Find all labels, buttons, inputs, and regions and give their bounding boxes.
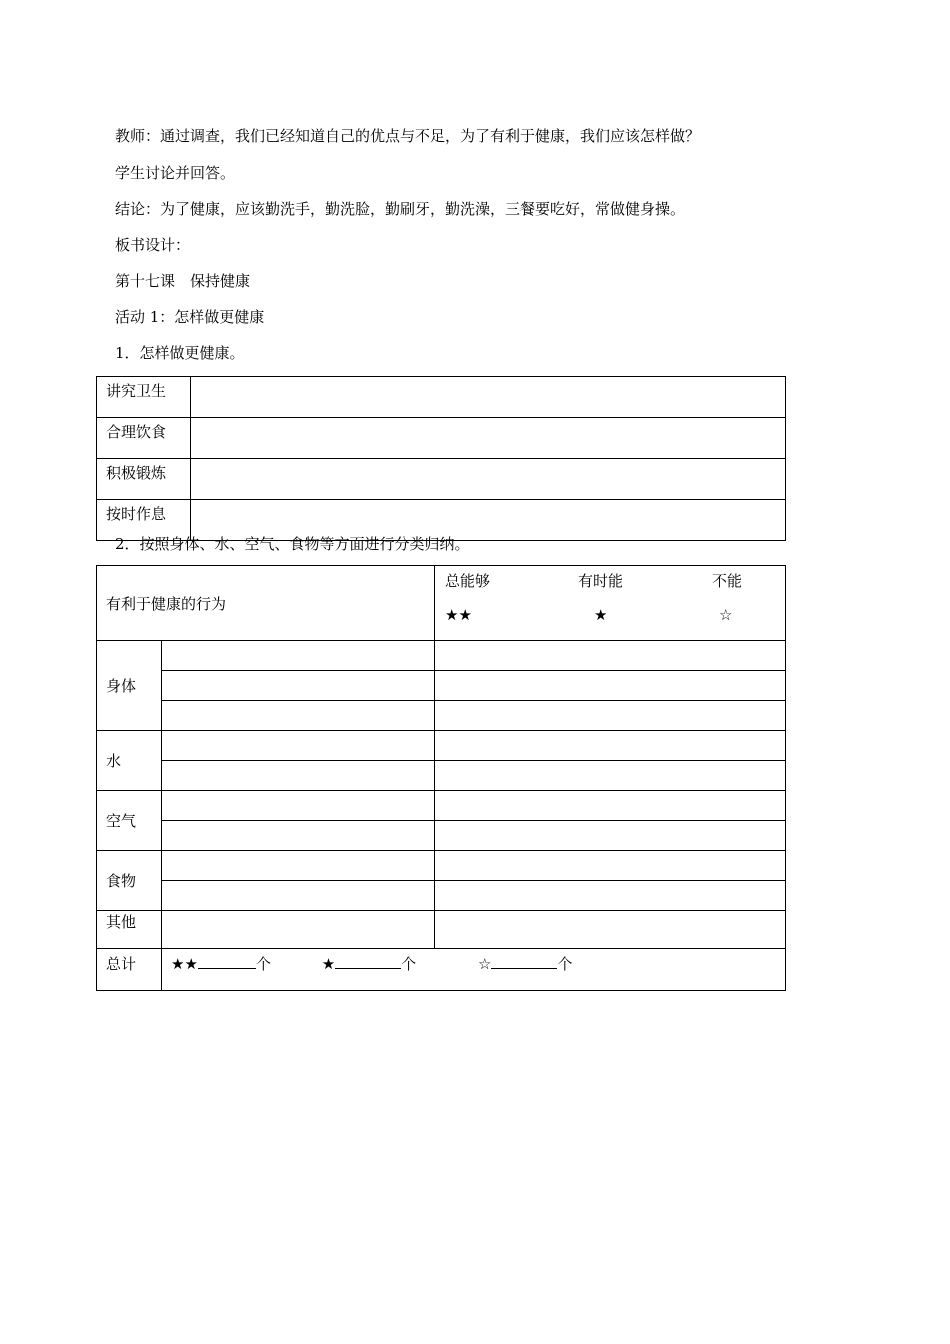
behavior-cell[interactable] (162, 821, 435, 851)
unit-label: 个 (255, 955, 271, 973)
table-row (97, 731, 786, 761)
table-row (97, 459, 786, 500)
table-row (97, 701, 786, 731)
table-row (97, 911, 786, 949)
table-row (97, 377, 786, 418)
rating-cell[interactable] (435, 641, 786, 671)
paragraph-teacher: 教师：通过调查，我们已经知道自己的优点与不足，为了有利于健康，我们应该怎样做？ (115, 127, 701, 145)
answer-cell[interactable] (191, 377, 786, 418)
empty-star-icon: ☆ (719, 606, 733, 624)
behavior-cell[interactable] (162, 701, 435, 731)
section-1-title: 1．怎样做更健康。 (115, 344, 245, 362)
behavior-cell[interactable] (162, 641, 435, 671)
paragraph-activity: 活动 1：怎样做更健康 (115, 308, 265, 326)
table-row (97, 821, 786, 851)
row-label: 讲究卫生 (97, 377, 191, 418)
table-row (97, 851, 786, 881)
rating-cell[interactable] (435, 881, 786, 911)
health-habits-table (96, 376, 786, 541)
rating-label-always: 总能够 (445, 572, 491, 590)
rating-cell[interactable] (435, 821, 786, 851)
table-row (97, 418, 786, 459)
paragraph-board-design: 板书设计： (115, 236, 191, 254)
rating-label-sometimes: 有时能 (578, 572, 624, 590)
unit-label: 个 (401, 955, 417, 973)
paragraph-lesson-title: 第十七课 保持健康 (115, 272, 251, 290)
category-food: 食物 (97, 851, 162, 911)
rating-label-never: 不能 (712, 572, 743, 590)
behavior-cell[interactable] (162, 881, 435, 911)
two-stars-icon: ★★ (171, 955, 198, 973)
behavior-cell[interactable] (162, 911, 435, 949)
category-air: 空气 (97, 791, 162, 851)
rating-cell[interactable] (435, 911, 786, 949)
paragraph-students: 学生讨论并回答。 (115, 164, 236, 182)
answer-cell[interactable] (191, 459, 786, 500)
behavior-cell[interactable] (162, 851, 435, 881)
table-row (97, 791, 786, 821)
count-blank[interactable] (491, 954, 557, 969)
behavior-cell[interactable] (162, 791, 435, 821)
category-other: 其他 (97, 911, 162, 949)
answer-cell[interactable] (191, 418, 786, 459)
rating-cell[interactable] (435, 791, 786, 821)
star-icon: ★ (594, 606, 608, 624)
total-row (97, 949, 786, 991)
category-body: 身体 (97, 641, 162, 731)
rating-cell[interactable] (435, 761, 786, 791)
total-label: 总计 (97, 949, 162, 991)
rating-header (435, 566, 786, 641)
rating-cell[interactable] (435, 671, 786, 701)
row-label: 合理饮食 (97, 418, 191, 459)
behavior-cell[interactable] (162, 731, 435, 761)
star-icon: ★ (321, 955, 336, 973)
behavior-cell[interactable] (162, 671, 435, 701)
empty-star-icon: ☆ (477, 955, 492, 973)
unit-label: 个 (557, 955, 573, 973)
rating-cell[interactable] (435, 701, 786, 731)
table-header-row (97, 566, 786, 641)
count-blank[interactable] (335, 954, 401, 969)
row-label: 按时作息 (97, 500, 191, 541)
behavior-cell[interactable] (162, 761, 435, 791)
table-row (97, 761, 786, 791)
row-label: 积极锻炼 (97, 459, 191, 500)
section-2-title: 2．按照身体、水、空气、食物等方面进行分类归纳。 (115, 535, 470, 553)
rating-cell[interactable] (435, 851, 786, 881)
two-stars-icon: ★★ (445, 606, 472, 624)
behavior-classification-table (96, 565, 786, 991)
paragraph-conclusion: 结论：为了健康，应该勤洗手，勤洗脸，勤刷牙，勤洗澡，三餐要吃好，常做健身操。 (115, 200, 686, 218)
header-behavior: 有利于健康的行为 (97, 566, 435, 641)
table-row (97, 881, 786, 911)
table-row (97, 641, 786, 671)
category-water: 水 (97, 731, 162, 791)
total-cell[interactable] (162, 949, 786, 991)
count-blank[interactable] (198, 954, 256, 969)
rating-cell[interactable] (435, 731, 786, 761)
table-row (97, 671, 786, 701)
